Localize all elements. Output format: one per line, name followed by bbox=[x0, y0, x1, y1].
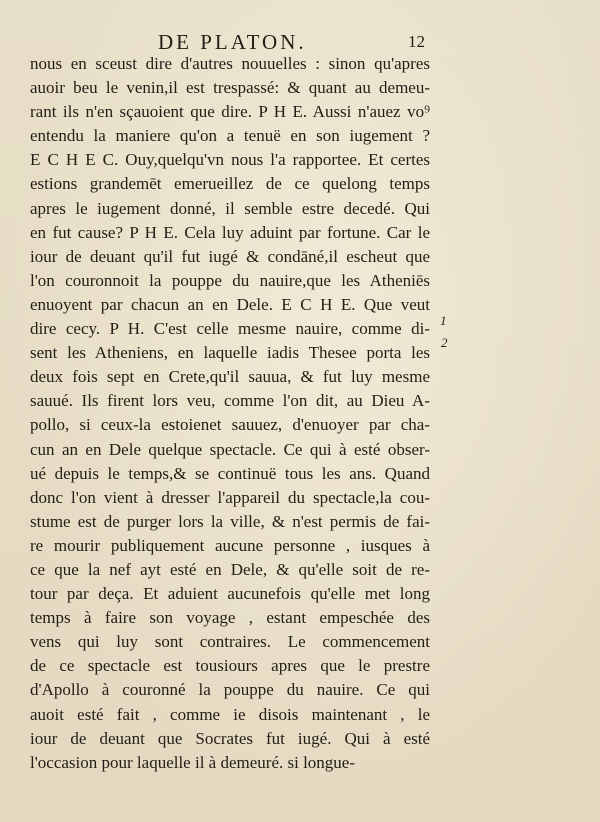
text-line: d'Apollo à couronné la pouppe du nauire. Ce qui bbox=[30, 680, 430, 700]
margin-note: 2 bbox=[441, 335, 448, 350]
text-line: iour de deuant que Socrates fut iugé. Qui à esté bbox=[30, 728, 430, 748]
text-line: auoir beu le venin,il est trespassé: & quant au demeu- bbox=[30, 78, 430, 98]
text-line: donc l'on vient à dresser l'appareil du spectacle,la cou- bbox=[30, 487, 430, 507]
text-line: re mourir publiquement aucune personne , iusques à bbox=[30, 535, 430, 555]
text-line: l'on couronnoit la pouppe du nauire,que les Atheniēs bbox=[30, 270, 430, 290]
text-line: estions grandemēt emerueillez de ce quelong temps bbox=[30, 174, 430, 194]
text-line: nous en sceust dire d'autres nouuelles : sinon qu'apres bbox=[30, 54, 430, 73]
text-line: sauué. Ils firent lors veu, comme l'on dit, au Dieu A- bbox=[30, 391, 430, 411]
text-line: deux fois sept en Crete,qu'il sauua, & fut luy mesme bbox=[30, 367, 430, 387]
text-line: de ce spectacle est tousiours apres que le prestre bbox=[30, 656, 430, 676]
text-line: ce que la nef ayt esté en Dele, & qu'elle soit de re- bbox=[30, 559, 430, 579]
text-line: temps à faire son voyage , estant empeschée des bbox=[30, 608, 430, 628]
text-line: pollo, si ceux-la estoienet sauuez, d'enuoyer par cha- bbox=[30, 415, 430, 435]
text-line: en fut cause? P H E. Cela luy aduint par fortune. Car le bbox=[30, 222, 430, 242]
text-line: tour par deça. Et aduient aucunefois qu'elle met long bbox=[30, 584, 430, 604]
text-line: apres le iugement donné, il semble estre decedé. Qui bbox=[30, 198, 430, 218]
text-line: iour de deuant qu'il fut iugé & condāné,il escheut que bbox=[30, 246, 430, 266]
text-line: sent les Atheniens, en laquelle iadis Thesee porta les bbox=[30, 343, 430, 363]
text-line: entendu la maniere qu'on a tenuë en son iugement ? bbox=[30, 126, 430, 146]
text-line: stume est de purger lors la ville, & n'est permis de fai- bbox=[30, 511, 430, 531]
text-line: cun an en Dele quelque spectacle. Ce qui à esté obser- bbox=[30, 439, 430, 459]
page-header bbox=[0, 30, 600, 54]
text-line: l'occasion pour laquelle il à demeuré. si longue- bbox=[30, 752, 356, 772]
body-text bbox=[30, 52, 430, 775]
text-line: ué depuis le temps,& se continuë tous les ans. Quand bbox=[30, 463, 430, 483]
text-line: vens qui luy sont contraires. Le commencement bbox=[30, 632, 430, 652]
text-line: rant ils n'en sçauoient que dire. P H E. Aussi n'auez vo⁹ bbox=[30, 102, 430, 122]
text-line: dire cecy. P H. C'est celle mesme nauire, comme di- bbox=[30, 319, 430, 339]
text-line: E C H E C. Ouy,quelqu'vn nous l'a rapportee. Et certes bbox=[30, 150, 430, 170]
page-number: 12 bbox=[408, 32, 425, 51]
text-line: auoit esté fait , comme ie disois maintenant , le bbox=[30, 704, 430, 724]
text-line: enuoyent par chacun an en Dele. E C H E. Que veut bbox=[30, 294, 430, 314]
running-title: DE PLATON. bbox=[158, 30, 307, 54]
margin-note: 1 bbox=[440, 313, 447, 328]
